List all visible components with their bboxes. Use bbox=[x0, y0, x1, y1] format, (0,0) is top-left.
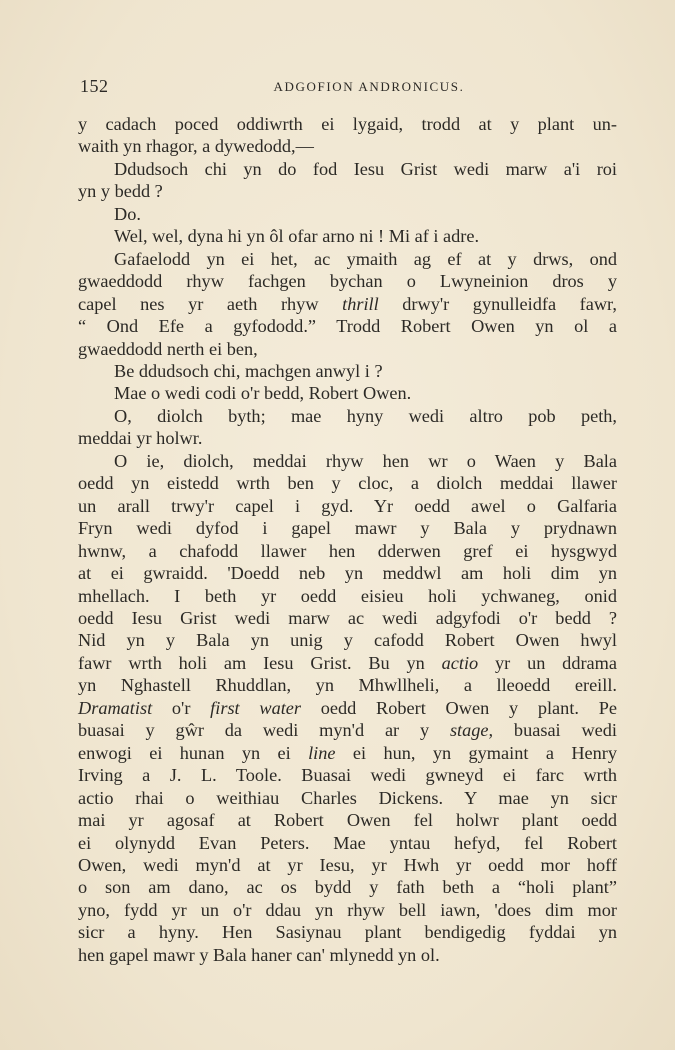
text-segment: drwy'r gynulleidfa fawr, bbox=[378, 293, 617, 314]
text-line bbox=[78, 248, 617, 270]
text-line bbox=[78, 158, 617, 180]
text-line bbox=[78, 899, 617, 921]
italic-segment: first water bbox=[210, 697, 302, 718]
text-line bbox=[78, 876, 617, 898]
text-segment: waith yn rhagor, a dywedodd,— bbox=[78, 136, 314, 157]
text-segment: O, diolch byth; mae hyny wedi altro pob peth, bbox=[114, 405, 617, 426]
text-segment: enwogi ei hunan yn ei bbox=[78, 742, 309, 763]
running-head: ADGOFION ANDRONICUS. bbox=[273, 79, 465, 94]
text-line bbox=[78, 360, 617, 382]
text-line bbox=[78, 315, 617, 337]
text-segment: actio rhai o weithiau Charles Dickens. Y mae yn sicr bbox=[78, 787, 617, 808]
text-line bbox=[78, 629, 617, 651]
text-segment: Gafaelodd yn ei het, ac ymaith ag ef at y drws, ond bbox=[114, 248, 617, 269]
text-segment: buasai wedi bbox=[493, 720, 617, 741]
text-segment: ei hun, yn gymaint a Henry bbox=[335, 742, 618, 763]
text-segment: Be ddudsoch chi, machgen anwyl i ? bbox=[114, 360, 383, 381]
text-segment: yr un ddrama bbox=[478, 652, 618, 673]
text-segment: oedd Iesu Grist wedi marw ac wedi adgyfodi o'r bedd ? bbox=[78, 607, 617, 628]
text-line bbox=[78, 203, 617, 225]
text-line bbox=[78, 180, 617, 202]
paragraph bbox=[78, 382, 617, 404]
text-segment: y cadach poced oddiwrth ei lygaid, trodd at y plant un- bbox=[78, 114, 617, 134]
text-segment: gwaeddodd nerth ei ben, bbox=[78, 338, 258, 359]
paragraph bbox=[78, 203, 617, 225]
text-segment: gwaeddodd rhyw fachgen bychan o Lwyneinion dros y bbox=[78, 271, 617, 292]
text-segment: Irving a J. L. Toole. Buasai wedi gwneyd ei farc wrth bbox=[78, 765, 617, 786]
text-segment: yno, fydd yr un o'r ddau yn rhyw bell iawn, 'does dim mor bbox=[78, 899, 617, 920]
text-line bbox=[78, 607, 617, 629]
italic-segment: stage, bbox=[449, 720, 494, 741]
text-line bbox=[78, 270, 617, 292]
text-segment: “ Ond Efe a gyfododd.” Trodd Robert Owen yn ol a bbox=[78, 316, 617, 337]
page-number: 152 bbox=[80, 76, 109, 96]
text-segment: Nid yn y Bala yn unig y cafodd Robert Owen hwyl bbox=[78, 630, 617, 651]
text-line bbox=[78, 809, 617, 831]
paragraph bbox=[78, 225, 617, 247]
text-segment: sicr a hyny. Hen Sasiynau plant bendigedig fyddai yn bbox=[78, 922, 617, 943]
text-segment: ei olynydd Evan Peters. Mae yntau hefyd, fel Robert bbox=[78, 832, 617, 853]
text-line bbox=[78, 944, 617, 966]
paragraph bbox=[78, 360, 617, 382]
text-line bbox=[78, 495, 617, 517]
text-line bbox=[78, 585, 617, 607]
text-segment: Mae o wedi codi o'r bedd, Robert Owen. bbox=[114, 383, 412, 404]
text-segment: Wel, wel, dyna hi yn ôl ofar arno ni ! Mi af i adre. bbox=[114, 226, 480, 247]
text-segment: un arall trwy'r capel i gyd. Yr oedd awel o Galfaria bbox=[78, 495, 617, 516]
paragraph bbox=[78, 113, 617, 158]
text-segment: buasai y gŵr da wedi myn'd ar y bbox=[78, 720, 450, 741]
body-text bbox=[78, 113, 617, 966]
text-segment: meddai yr holwr. bbox=[78, 428, 203, 449]
text-line bbox=[78, 427, 617, 449]
text-line bbox=[78, 293, 617, 315]
italic-segment: thrill bbox=[342, 293, 379, 314]
text-segment: Do. bbox=[114, 203, 141, 224]
text-line bbox=[78, 338, 617, 360]
text-line bbox=[78, 450, 617, 472]
text-segment: mai yr agosaf at Robert Owen fel holwr plant oedd bbox=[78, 810, 617, 831]
text-line bbox=[78, 540, 617, 562]
text-segment: hwnw, a chafodd llawer hen dderwen gref ei hysgwyd bbox=[78, 540, 617, 561]
italic-segment: line bbox=[308, 742, 336, 763]
paragraph bbox=[78, 248, 617, 360]
text-line bbox=[78, 697, 617, 719]
text-segment: oedd yn eistedd wrth ben y cloc, a diolch meddai llawer bbox=[78, 473, 617, 494]
text-line bbox=[78, 921, 617, 943]
text-line bbox=[78, 472, 617, 494]
text-segment: o'r bbox=[152, 697, 211, 718]
text-segment: yn Nghastell Rhuddlan, yn Mhwllheli, a lleoedd ereill. bbox=[78, 675, 617, 696]
text-line bbox=[78, 787, 617, 809]
text-line bbox=[78, 674, 617, 696]
italic-segment: Dramatist bbox=[78, 697, 153, 718]
text-segment: fawr wrth holi am Iesu Grist. Bu yn bbox=[78, 652, 442, 673]
text-segment: yn y bedd ? bbox=[78, 181, 163, 202]
paragraph bbox=[78, 405, 617, 450]
text-line bbox=[78, 225, 617, 247]
text-line bbox=[78, 652, 617, 674]
text-segment: hen gapel mawr y Bala haner can' mlynedd yn ol. bbox=[78, 944, 440, 965]
text-segment: mhellach. I beth yr oedd eisieu holi ychwaneg, onid bbox=[78, 585, 617, 606]
text-line bbox=[78, 135, 617, 157]
italic-segment: actio bbox=[441, 652, 479, 673]
text-line bbox=[78, 113, 617, 135]
text-segment: capel nes yr aeth rhyw bbox=[78, 293, 343, 314]
text-segment: O ie, diolch, meddai rhyw hen wr o Waen y Bala bbox=[114, 450, 617, 471]
text-segment: o son am dano, ac os bydd y fath beth a “holi plant” bbox=[78, 877, 617, 898]
text-line bbox=[78, 719, 617, 741]
text-line bbox=[78, 517, 617, 539]
paragraph bbox=[78, 450, 617, 966]
text-line bbox=[78, 854, 617, 876]
text-segment: oedd Robert Owen y plant. Pe bbox=[301, 697, 617, 718]
text-line bbox=[78, 405, 617, 427]
text-segment: Owen, wedi myn'd at yr Iesu, yr Hwh yr oedd mor hoff bbox=[78, 854, 617, 875]
text-segment: Fryn wedi dyfod i gapel mawr y Bala y prydnawn bbox=[78, 518, 617, 539]
text-segment: at ei gwraidd. 'Doedd neb yn meddwl am holi dim yn bbox=[78, 563, 617, 584]
text-line bbox=[78, 764, 617, 786]
text-line bbox=[78, 742, 617, 764]
paragraph bbox=[78, 158, 617, 203]
page-header bbox=[80, 76, 618, 100]
text-line bbox=[78, 832, 617, 854]
text-segment: Ddudsoch chi yn do fod Iesu Grist wedi marw a'i roi bbox=[114, 158, 617, 179]
text-line bbox=[78, 562, 617, 584]
text-line bbox=[78, 382, 617, 404]
